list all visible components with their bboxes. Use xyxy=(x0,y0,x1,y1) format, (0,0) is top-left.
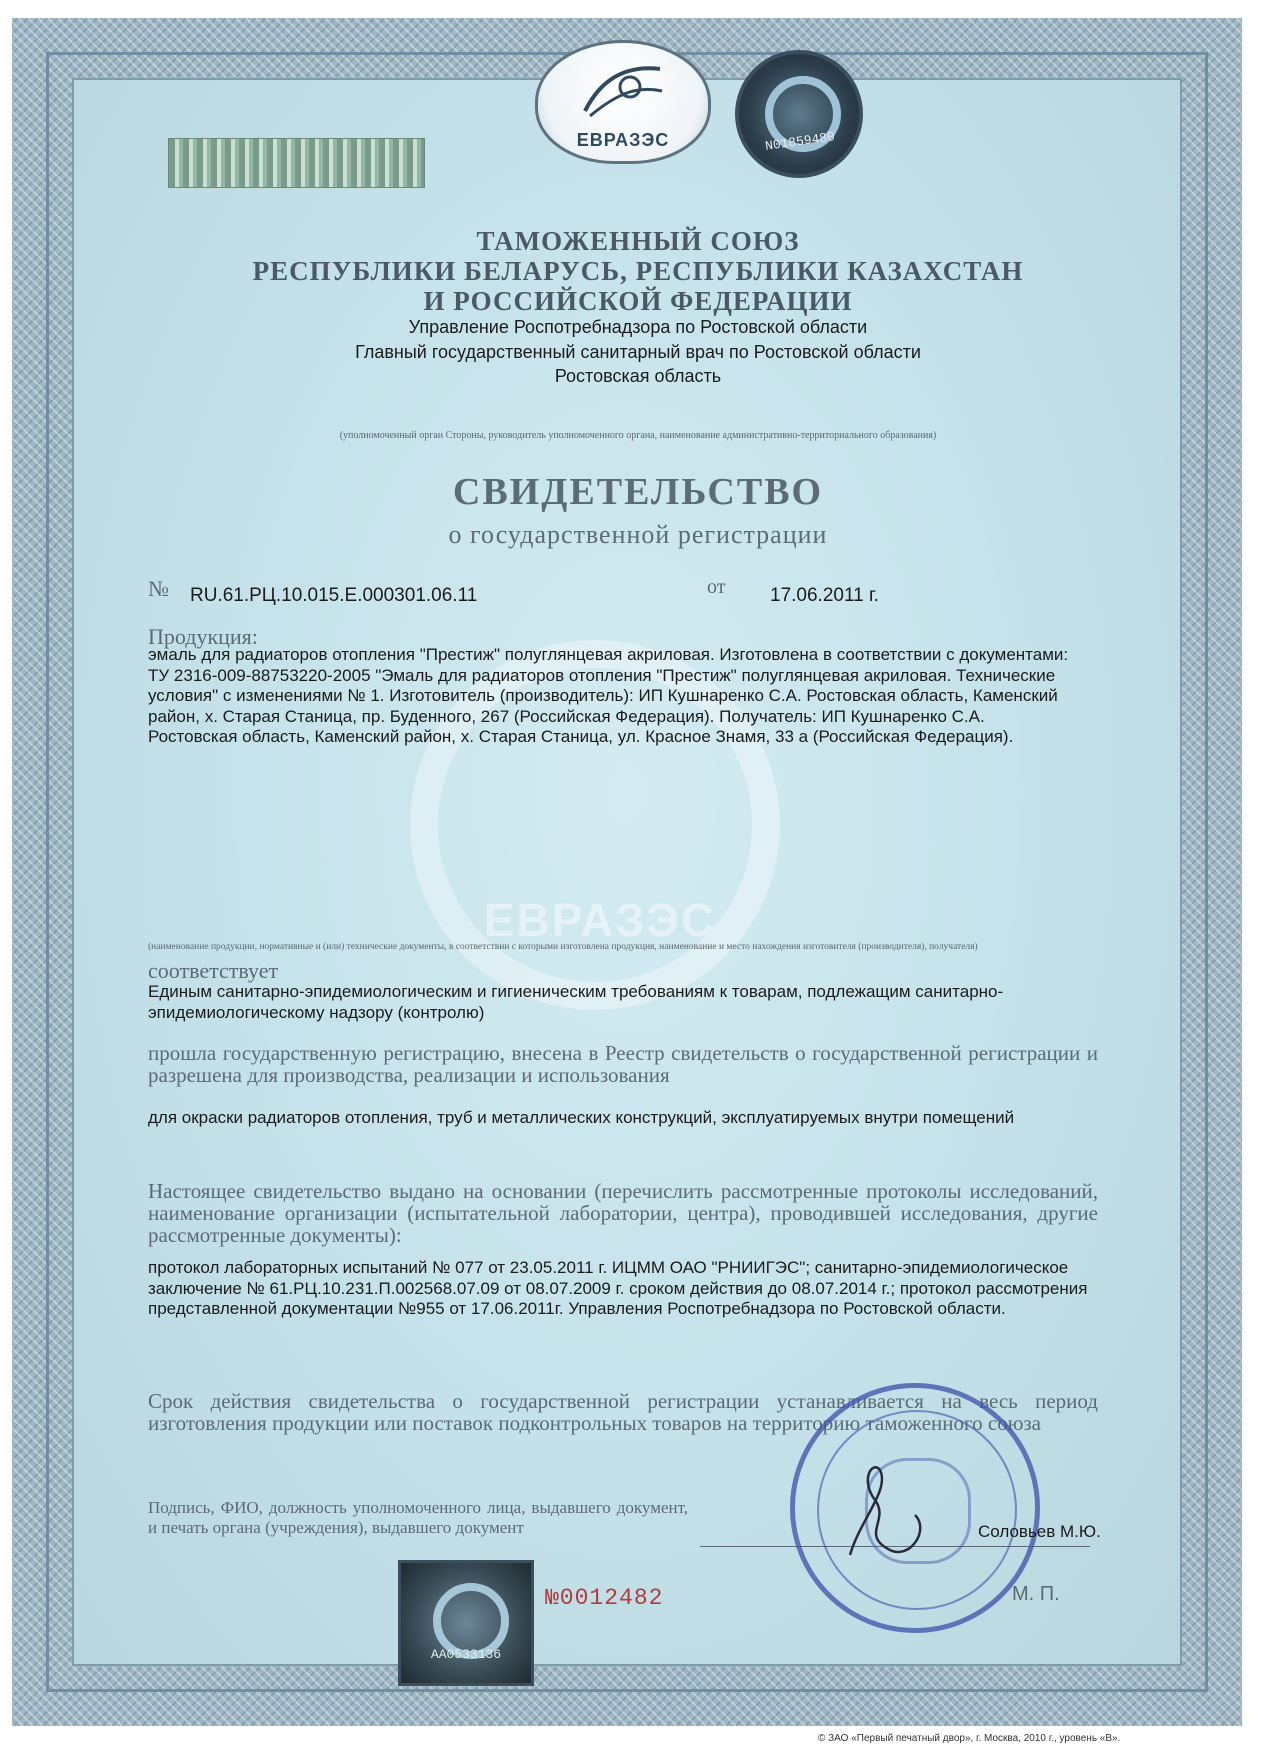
authority-line-3: Ростовская область xyxy=(554,366,722,386)
conformity-text: Единым санитарно-эпидемиологическим и гигиеническим требованиям к товарам, подлежащим санитарно-эпидемиологическому надзору (контролю) xyxy=(148,982,1004,1022)
conformity-heading: соответствует xyxy=(148,958,279,983)
product-description: эмаль для радиаторов отопления "Престиж" полуглянцевая акриловая. Изготовлена в соответствии с документами: ТУ 2316-009-88753220-2005 "Эмаль для радиаторов отопления "Престиж" полуглянцевая акриловая. Технические условия" с изменениями № 1. Изготовитель (производитель): ИП Кушнаренко С.А. Ростовская область, Каменский район, х. Старая Станица, пр. Буденного, 267 (Российская Федерация). Получатель: ИП Кушнаренко С.А. Ростовская область, Каменский район, х. Старая Станица, ул. Красное Знамя, 33 а (Российская Федерация). xyxy=(148,645,1069,746)
document-title: СВИДЕТЕЛЬСТВО xyxy=(452,471,824,513)
union-line-3: И РОССИЙСКОЙ ФЕДЕРАЦИИ xyxy=(423,286,853,316)
form-serial-number: №0012482 xyxy=(545,1585,664,1611)
number-label: № xyxy=(148,576,169,601)
authority-line-2: Главный государственный санитарный врач по Ростовской области xyxy=(355,342,921,362)
product-heading: Продукция: xyxy=(148,624,258,649)
registration-usage-text: для окраски радиаторов отопления, труб и металлических конструкций, эксплуатируемых внутри помещений xyxy=(148,1108,1015,1127)
registration-number: RU.61.РЦ.10.015.Е.000301.06.11 xyxy=(190,585,478,606)
hologram-top-number: N01859480 xyxy=(764,129,836,154)
document-subtitle: о государственной регистрации xyxy=(448,520,828,549)
basis-text: протокол лабораторных испытаний № 077 от 23.05.2011 г. ИЦММ ОАО "РНИИГЭС"; санитарно-эпидемиологическое заключение № 61.РЦ.10.231.П.002568.07.09 от 08.07.2009 г. сроком действия до 08.07.2014 г.; протокол рассмотрения представленной документации №955 от 17.06.2011г. Управления Роспотребнадзора по Ростовской области. xyxy=(148,1258,1088,1318)
registration-status-heading: прошла государственную регистрацию, внесена в Реестр свидетельств о государственной регистрации и разрешена для производства, реализации и использования xyxy=(148,1041,1098,1087)
eaes-swirl-icon xyxy=(580,61,666,121)
hologram-bottom xyxy=(398,1560,534,1686)
validity-heading: Срок действия свидетельства о государственной регистрации устанавливается на весь период изготовления продукции или поставок подконтрольных товаров на территорию таможенного союза xyxy=(148,1389,1098,1435)
handwritten-signature xyxy=(820,1460,940,1570)
security-strip xyxy=(168,138,425,188)
hologram-top xyxy=(735,50,863,178)
authority-line-1: Управление Роспотребнадзора по Ростовской области xyxy=(408,317,868,337)
printer-footer: © ЗАО «Первый печатный двор», г. Москва, 2010 г., уровень «В». xyxy=(818,1733,1121,1744)
product-caption: (наименование продукции, нормативные и (или) технические документы, в соответствии с которыми изготовлена продукция, наименование и место нахождения изготовителя (производителя), получателя) xyxy=(148,942,978,952)
logo-text: ЕВРАЗЭС xyxy=(576,130,670,150)
signer-name: Соловьев М.Ю. xyxy=(978,1522,1101,1541)
union-line-1: ТАМОЖЕННЫЙ СОЮЗ xyxy=(476,226,800,256)
hologram-bottom-number: AA0533136 xyxy=(430,1647,502,1662)
eaes-logo xyxy=(535,40,711,164)
signature-caption: Подпись, ФИО, должность уполномоченного лица, выдавшего документ, и печать органа (учреждения), выдавшего документ xyxy=(148,1498,688,1537)
watermark-text: ЕВРАЗЭС xyxy=(483,894,717,946)
registration-date: 17.06.2011 г. xyxy=(770,585,879,606)
authority-caption: (уполномоченный орган Стороны, руководитель уполномоченного органа, наименование административно-территориального образования) xyxy=(339,430,937,441)
basis-heading: Настоящее свидетельство выдано на основании (перечислить рассмотренные протоколы исследований, наименование организации (испытательной лаборатории, центра), проводившей исследования, другие рассмотренные документы): xyxy=(148,1179,1098,1247)
date-label: от xyxy=(707,576,726,598)
union-line-2: РЕСПУБЛИКИ БЕЛАРУСЬ, РЕСПУБЛИКИ КАЗАХСТАН xyxy=(252,256,1024,286)
stamp-place-label: М. П. xyxy=(1012,1583,1060,1605)
